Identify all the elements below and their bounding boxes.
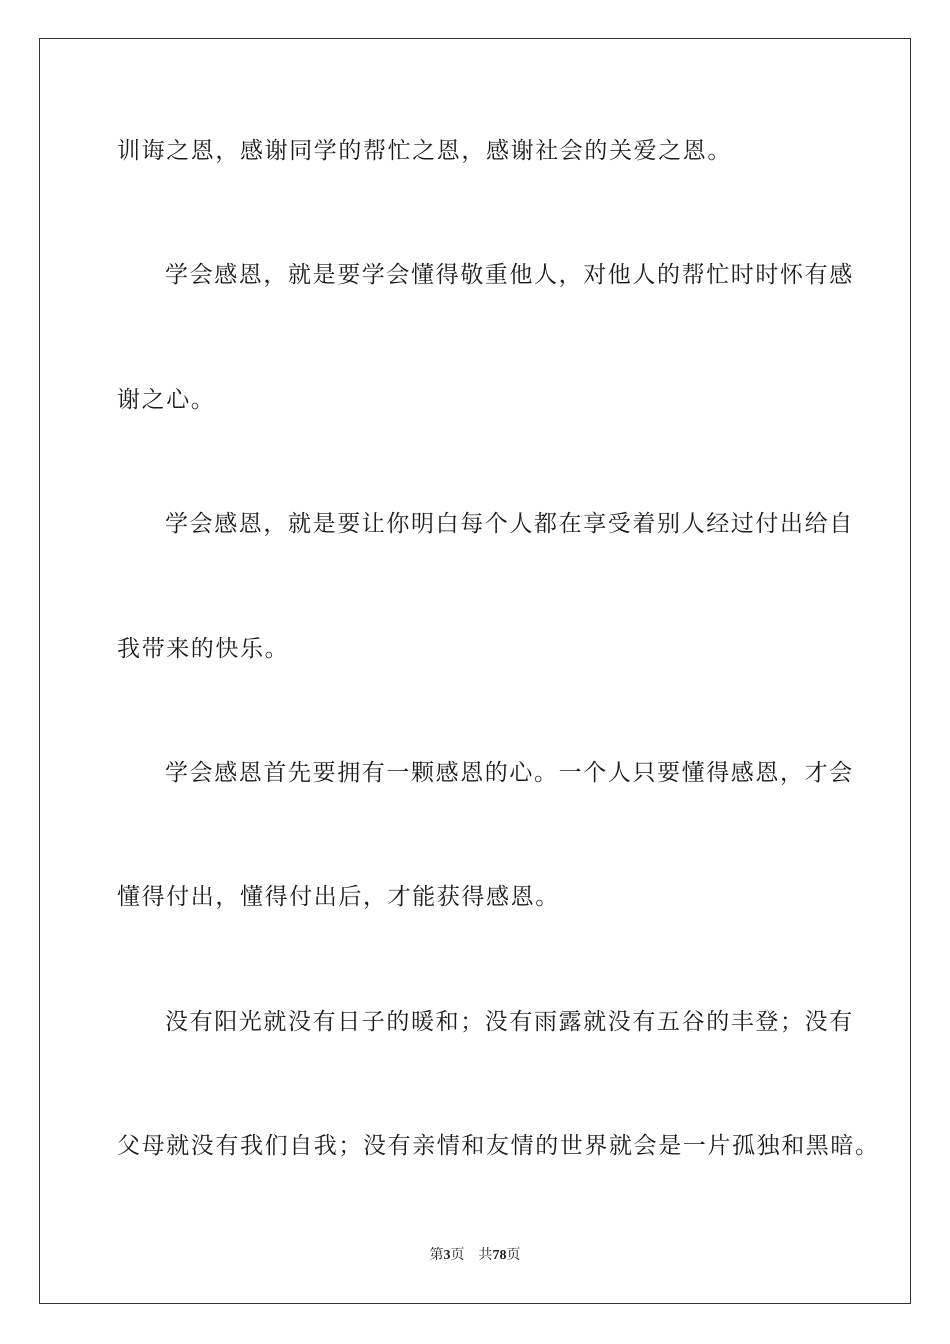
- paragraph-line-3: 谢之心。: [117, 387, 216, 413]
- paragraph-line-2: 学会感恩，就是要学会懂得敬重他人，对他人的帮忙时时怀有感: [165, 262, 854, 288]
- total-prefix: 共: [478, 1248, 493, 1263]
- paragraph-line-9: 父母就没有我们自我；没有亲情和友情的世界就会是一片孤独和黑暗。: [117, 1133, 880, 1159]
- paragraph-line-5: 我带来的快乐。: [117, 636, 290, 662]
- page-footer: [0, 1247, 950, 1265]
- paragraph-line-4: 学会感恩，就是要让你明白每个人都在享受着别人经过付出给自: [165, 511, 854, 537]
- paragraph-line-7: 懂得付出，懂得付出后，才能获得感恩。: [117, 884, 560, 910]
- paragraph-line-1: 训诲之恩，感谢同学的帮忙之恩，感谢社会的关爱之恩。: [117, 138, 732, 164]
- page-border: [39, 38, 911, 1304]
- page-prefix: 第: [429, 1248, 444, 1263]
- page-number: 3: [443, 1248, 451, 1263]
- total-suffix: 页: [506, 1248, 521, 1263]
- total-pages: 78: [492, 1248, 507, 1263]
- page-suffix: 页: [450, 1248, 465, 1263]
- paragraph-line-8: 没有阳光就没有日子的暖和；没有雨露就没有五谷的丰登；没有: [165, 1009, 854, 1035]
- paragraph-line-6: 学会感恩首先要拥有一颗感恩的心。一个人只要懂得感恩，才会: [165, 760, 854, 786]
